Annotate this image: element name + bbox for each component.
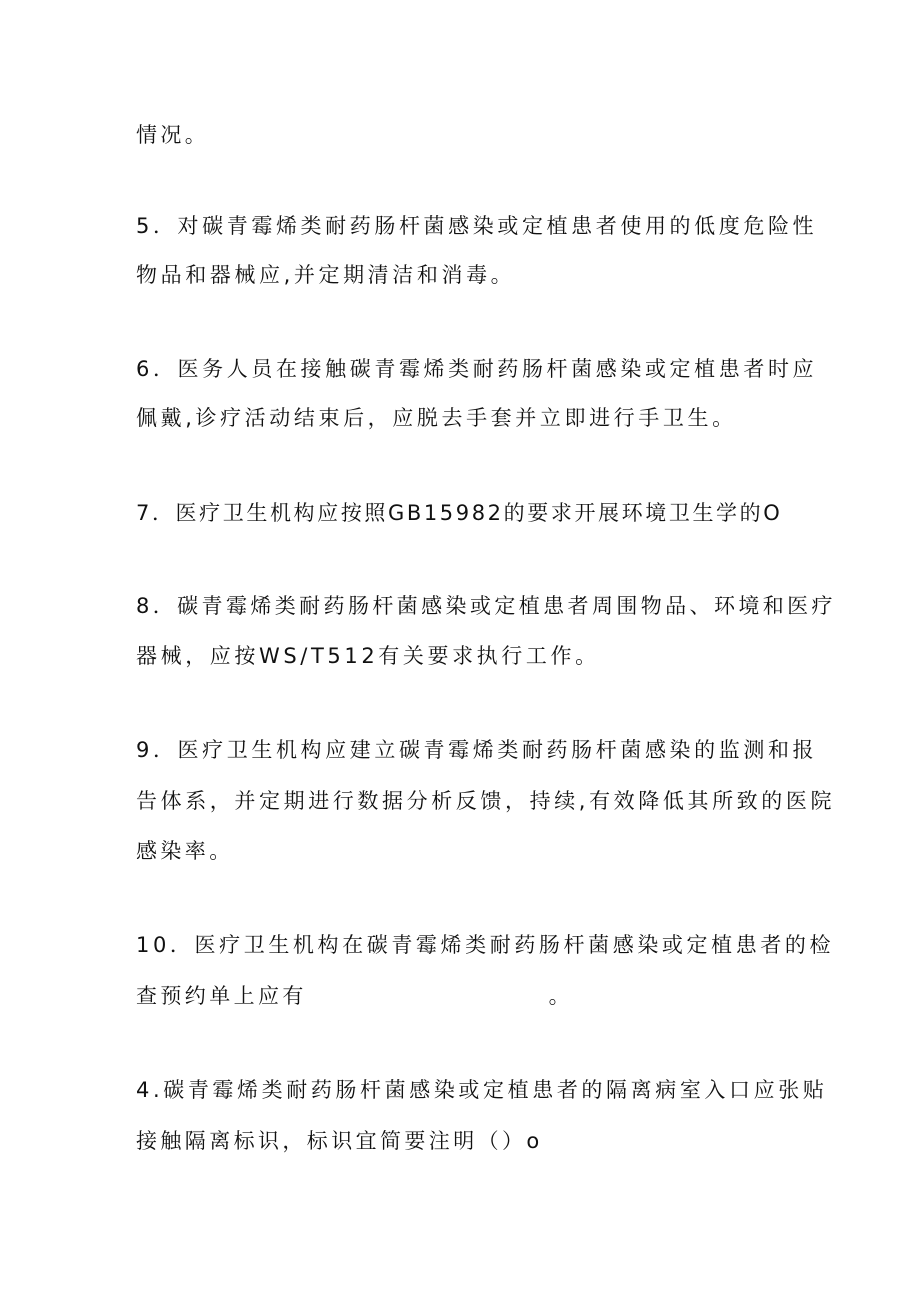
text-line-item6-start: 6．医务人员在接触碳青霉烯类耐药肠杆菌感染或定植患者时应 <box>136 357 818 381</box>
text-line-item10-start: 10．医疗卫生机构在碳青霉烯类耐药肠杆菌感染或定植患者的检 <box>136 933 835 957</box>
text-line-item6-end: 佩戴,诊疗活动结束后，应脱去手套并立即进行手卫生。 <box>136 406 737 430</box>
text-line-item5-start: 5．对碳青霉烯类耐药肠杆菌感染或定植患者使用的低度危险性 <box>136 214 818 238</box>
text-line-item10-end: 查预约单上应有 。 <box>136 984 574 1008</box>
text-line-item8-start: 8．碳青霉烯类耐药肠杆菌感染或定植患者周围物品、环境和医疗 <box>136 594 836 618</box>
text-line-item5-end: 物品和器械应,并定期清洁和消毒。 <box>136 263 516 287</box>
text-line-item4b-end: 接触隔离标识，标识宜简要注明（）o <box>136 1129 543 1153</box>
text-line-item9-start: 9．医疗卫生机构应建立碳青霉烯类耐药肠杆菌感染的监测和报 <box>136 738 818 762</box>
text-line-item7: 7．医疗卫生机构应按照GB15982的要求开展环境卫生学的O <box>136 501 783 525</box>
text-line-item4-end: 情况。 <box>136 123 210 147</box>
text-line-item4b-start: 4.碳青霉烯类耐药肠杆菌感染或定植患者的隔离病室入口应张贴 <box>136 1078 828 1102</box>
text-line-item9-end: 感染率。 <box>136 839 234 863</box>
text-line-item9-middle: 告体系，并定期进行数据分析反馈，持续,有效降低其所致的医院 <box>136 789 836 813</box>
text-line-item8-end: 器械，应按WS/T512有关要求执行工作。 <box>136 644 600 668</box>
